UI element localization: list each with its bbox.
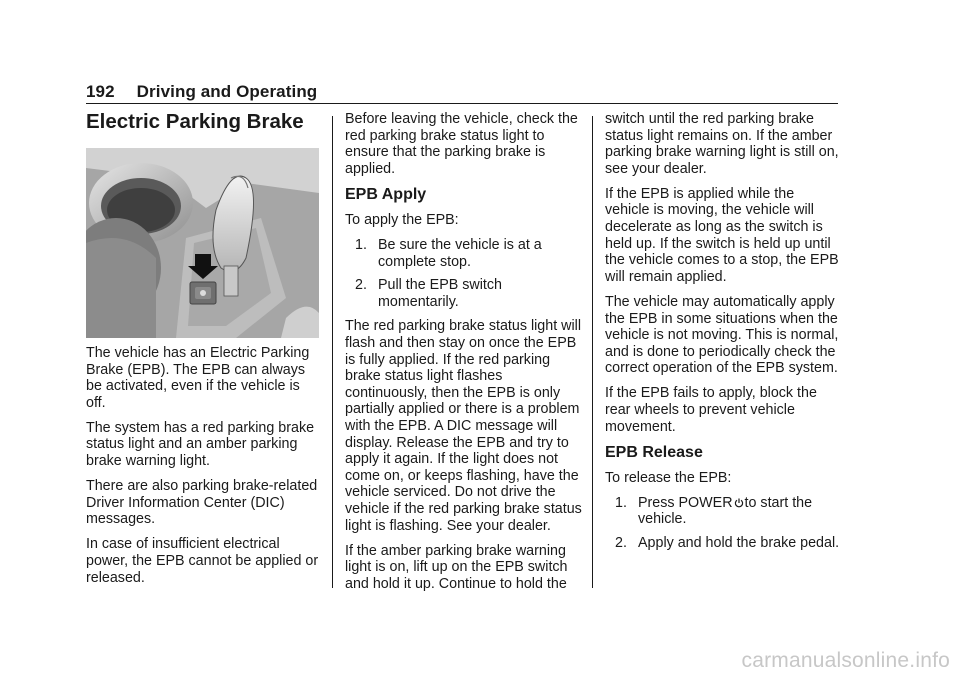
step-number: 1. — [355, 237, 367, 254]
epb-illustration-drawing — [86, 148, 319, 338]
page-title: Electric Parking Brake — [86, 110, 304, 133]
paragraph: If the EPB is applied while the vehicle is moving, the vehicle will decelerate as long as the switch is held up. If the switch is held up until the vehicle comes to a stop, the EPB will remain applied. — [605, 185, 839, 285]
paragraph: switch until the red parking brake status light remains on. If the amber parking brake warning light is still on, see your dealer. — [605, 111, 839, 177]
page-number: 192 — [86, 82, 115, 101]
page-header — [86, 82, 838, 102]
column-3 — [605, 111, 841, 560]
paragraph: There are also parking brake-related Driver Information Center (DIC) messages. — [86, 478, 318, 528]
watermark: carmanualsonline.info — [741, 649, 950, 672]
step-number: 2. — [615, 535, 627, 552]
power-icon — [734, 498, 744, 508]
step-text-post: to start the vehicle. — [638, 494, 813, 528]
list-item — [345, 277, 582, 310]
paragraph: To release the EPB: — [605, 469, 732, 486]
paragraph: The vehicle has an Electric Parking Brake (EPB). The EPB can always be activated, even if the vehicle is off. — [86, 345, 310, 411]
step-number: 2. — [355, 277, 367, 294]
paragraph: The system has a red parking brake status light and an amber parking brake warning light. — [86, 419, 315, 470]
step-text-pre: Press POWER — [638, 494, 733, 511]
column-1 — [86, 345, 322, 595]
paragraph: The vehicle may automatically apply the EPB in some situations when the vehicle is not moving. This is normal, and is done to periodically check the correct operation of the EPB system. — [605, 293, 839, 377]
step-text: Be sure the vehicle is at a complete stop. — [378, 237, 542, 270]
apply-steps-list — [345, 237, 582, 310]
list-item — [605, 495, 841, 528]
paragraph: The red parking brake status light will flash and then stay on once the EPB is fully applied. If the red parking brake status light flashes continuously, then the EPB is only partially applied or there is a problem with the EPB. A DIC message will display. Release the EPB and try to apply it again. If the light does not come on, or keeps flashing, have the vehicle serviced. Do not drive the vehicle if the red parking brake status light is flashing. See your dealer. — [345, 318, 582, 534]
column-divider — [332, 116, 333, 588]
column-2 — [345, 111, 582, 601]
list-item — [605, 535, 841, 552]
column-divider — [592, 116, 593, 588]
header-rule — [86, 103, 838, 104]
paragraph: In case of insufficient electrical power, the EPB cannot be applied or released. — [86, 536, 319, 586]
section-heading-epb-release: EPB Release — [605, 444, 703, 462]
section-title: Driving and Operating — [136, 82, 318, 101]
paragraph: If the EPB fails to apply, block the rear wheels to prevent vehicle movement. — [605, 385, 817, 435]
section-heading-epb-apply: EPB Apply — [345, 186, 427, 204]
epb-switch-illustration — [86, 148, 319, 338]
step-text: Pull the EPB switch momentarily. — [378, 277, 502, 310]
release-steps-list — [605, 495, 841, 552]
step-number: 1. — [615, 494, 627, 511]
paragraph: Before leaving the vehicle, check the red parking brake status light to ensure that the parking brake is applied. — [345, 111, 578, 177]
step-text: Apply and hold the brake pedal. — [638, 535, 840, 552]
paragraph: If the amber parking brake warning light is on, lift up on the EPB switch and hold it up. Continue to hold the — [345, 542, 568, 592]
paragraph: To apply the EPB: — [345, 211, 459, 228]
list-item — [345, 237, 582, 270]
